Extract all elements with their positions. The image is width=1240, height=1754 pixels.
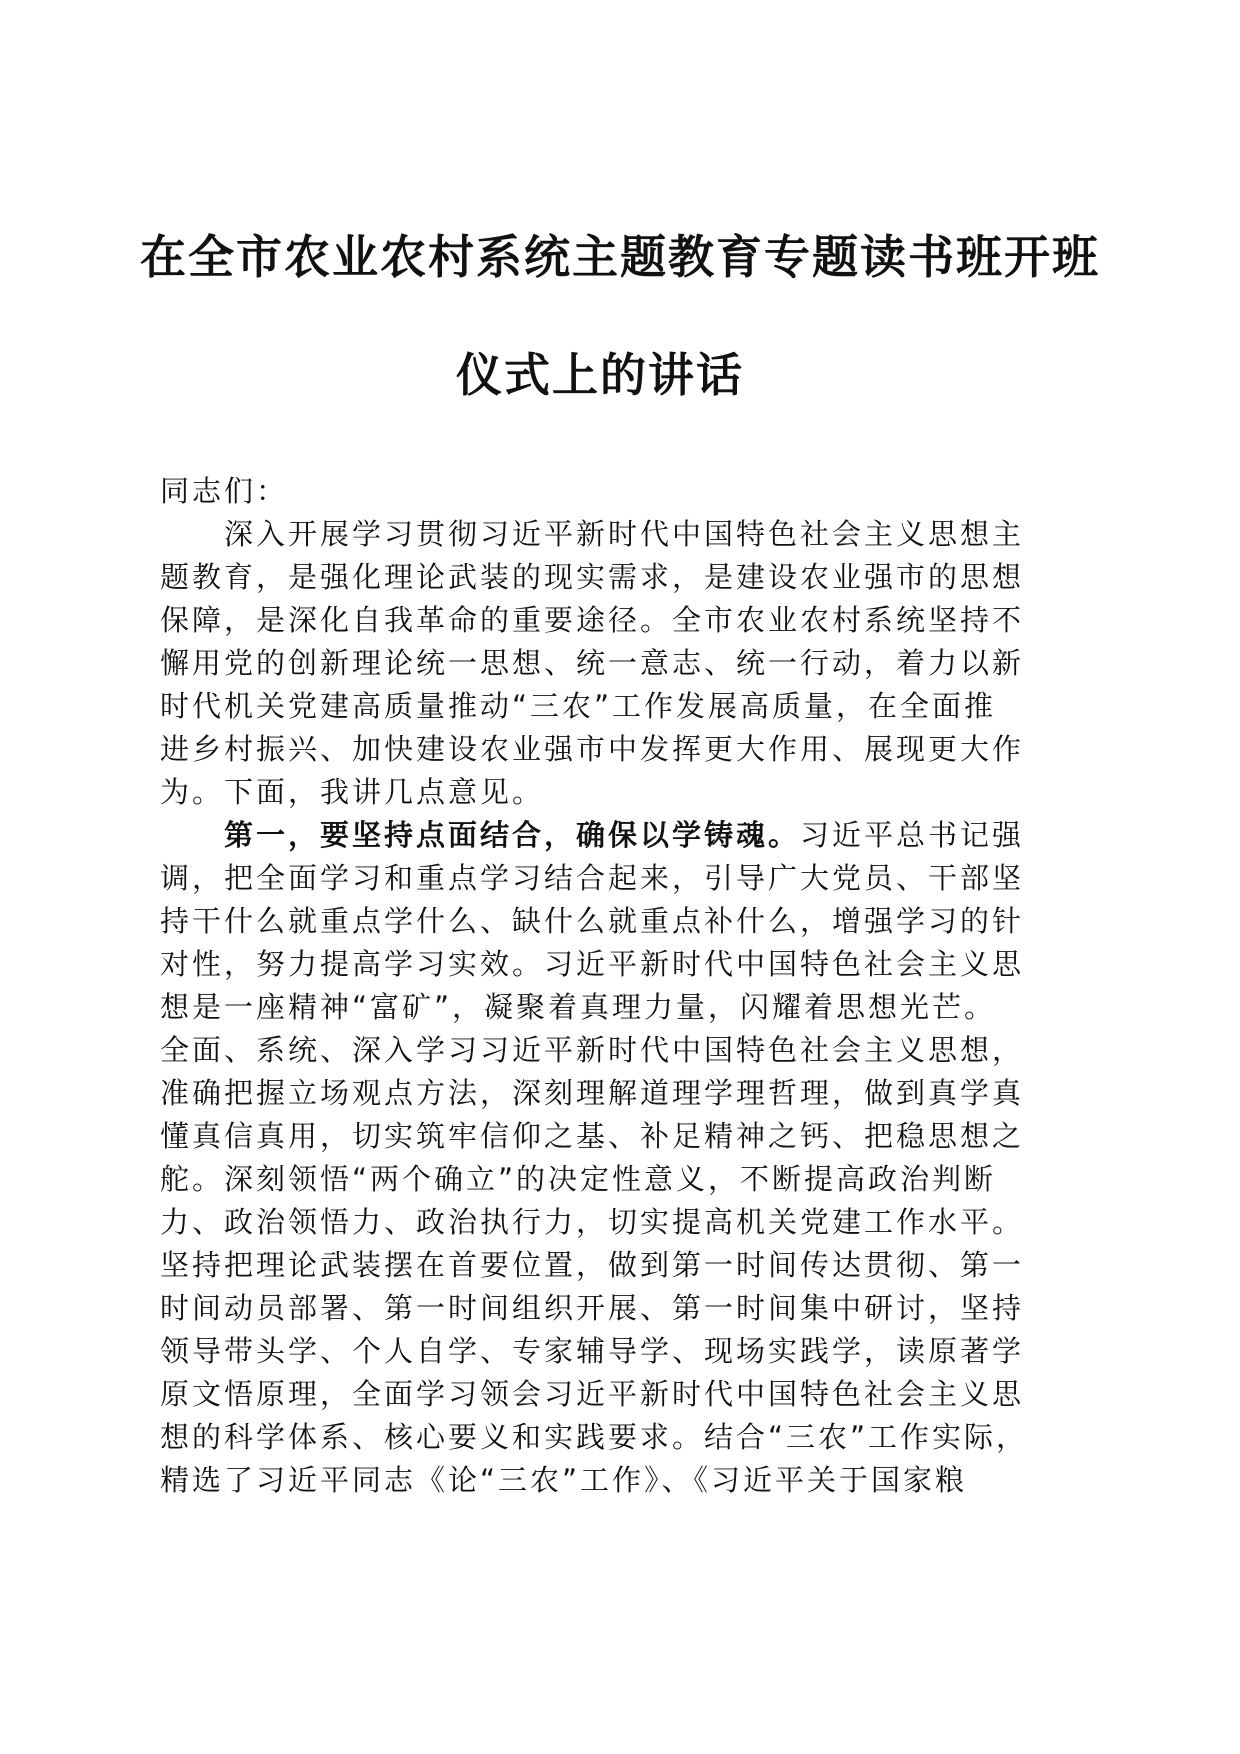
text-line: 持干什么就重点学什么、缺什么就重点补什么，增强学习的针	[160, 904, 1025, 938]
text-line: 懈用党的创新理论统一思想、统一意志、统一行动，着力以新	[160, 646, 1025, 680]
text-line: 原文悟原理，全面学习领会习近平新时代中国特色社会主义思	[160, 1377, 1025, 1411]
text-line	[160, 814, 1080, 857]
text-line: 时代机关党建高质量推动“三农”工作发展高质量，在全面推	[160, 689, 997, 723]
text-fragment: 习近平总书记强	[800, 818, 1025, 852]
document-body	[160, 470, 1080, 1502]
text-line: 想是一座精神“富矿”，凝聚着真理力量，闪耀着思想光芒。	[160, 990, 997, 1024]
salutation: 同志们：	[160, 474, 289, 508]
section-heading: 第一，要坚持点面结合，确保以学铸魂。	[224, 818, 801, 852]
document-title-line-1: 在全市农业农村系统主题教育专题读书班开班	[140, 230, 1100, 284]
text-line: 题教育，是强化理论武装的现实需求，是建设农业强市的思想	[160, 560, 1025, 594]
text-line: 力、政治领悟力、政治执行力，切实提高机关党建工作水平。	[160, 1205, 1025, 1239]
text-line: 精选了习近平同志《论“三农”工作》、《习近平关于国家粮	[160, 1463, 968, 1497]
text-line: 领导带头学、个人自学、专家辅导学、现场实践学，读原著学	[160, 1334, 1025, 1368]
text-line: 为。下面，我讲几点意见。	[160, 775, 545, 809]
text-line: 时间动员部署、第一时间组织开展、第一时间集中研讨，坚持	[160, 1291, 1025, 1325]
text-line: 深入开展学习贯彻习近平新时代中国特色社会主义思想主	[224, 517, 1025, 551]
text-line: 对性，努力提高学习实效。习近平新时代中国特色社会主义思	[160, 947, 1025, 981]
text-line: 调，把全面学习和重点学习结合起来，引导广大党员、干部坚	[160, 861, 1025, 895]
text-line: 舵。深刻领悟“两个确立”的决定性意义，不断提高政治判断	[160, 1162, 997, 1196]
text-line: 进乡村振兴、加快建设农业强市中发挥更大作用、展现更大作	[160, 732, 1025, 766]
text-line: 懂真信真用，切实筑牢信仰之基、补足精神之钙、把稳思想之	[160, 1119, 1025, 1153]
text-line: 保障，是深化自我革命的重要途径。全市农业农村系统坚持不	[160, 603, 1025, 637]
text-line: 坚持把理论武装摆在首要位置，做到第一时间传达贯彻、第一	[160, 1248, 1025, 1282]
paragraph-1	[160, 513, 1080, 814]
paragraph-2	[160, 814, 1080, 1502]
text-line: 想的科学体系、核心要义和实践要求。结合“三农”工作实际，	[160, 1420, 1029, 1454]
text-line: 全面、系统、深入学习习近平新时代中国特色社会主义思想，	[160, 1033, 1025, 1067]
document-title-line-2: 仪式上的讲话	[456, 348, 744, 402]
text-line: 准确把握立场观点方法，深刻理解道理学理哲理，做到真学真	[160, 1076, 1025, 1110]
